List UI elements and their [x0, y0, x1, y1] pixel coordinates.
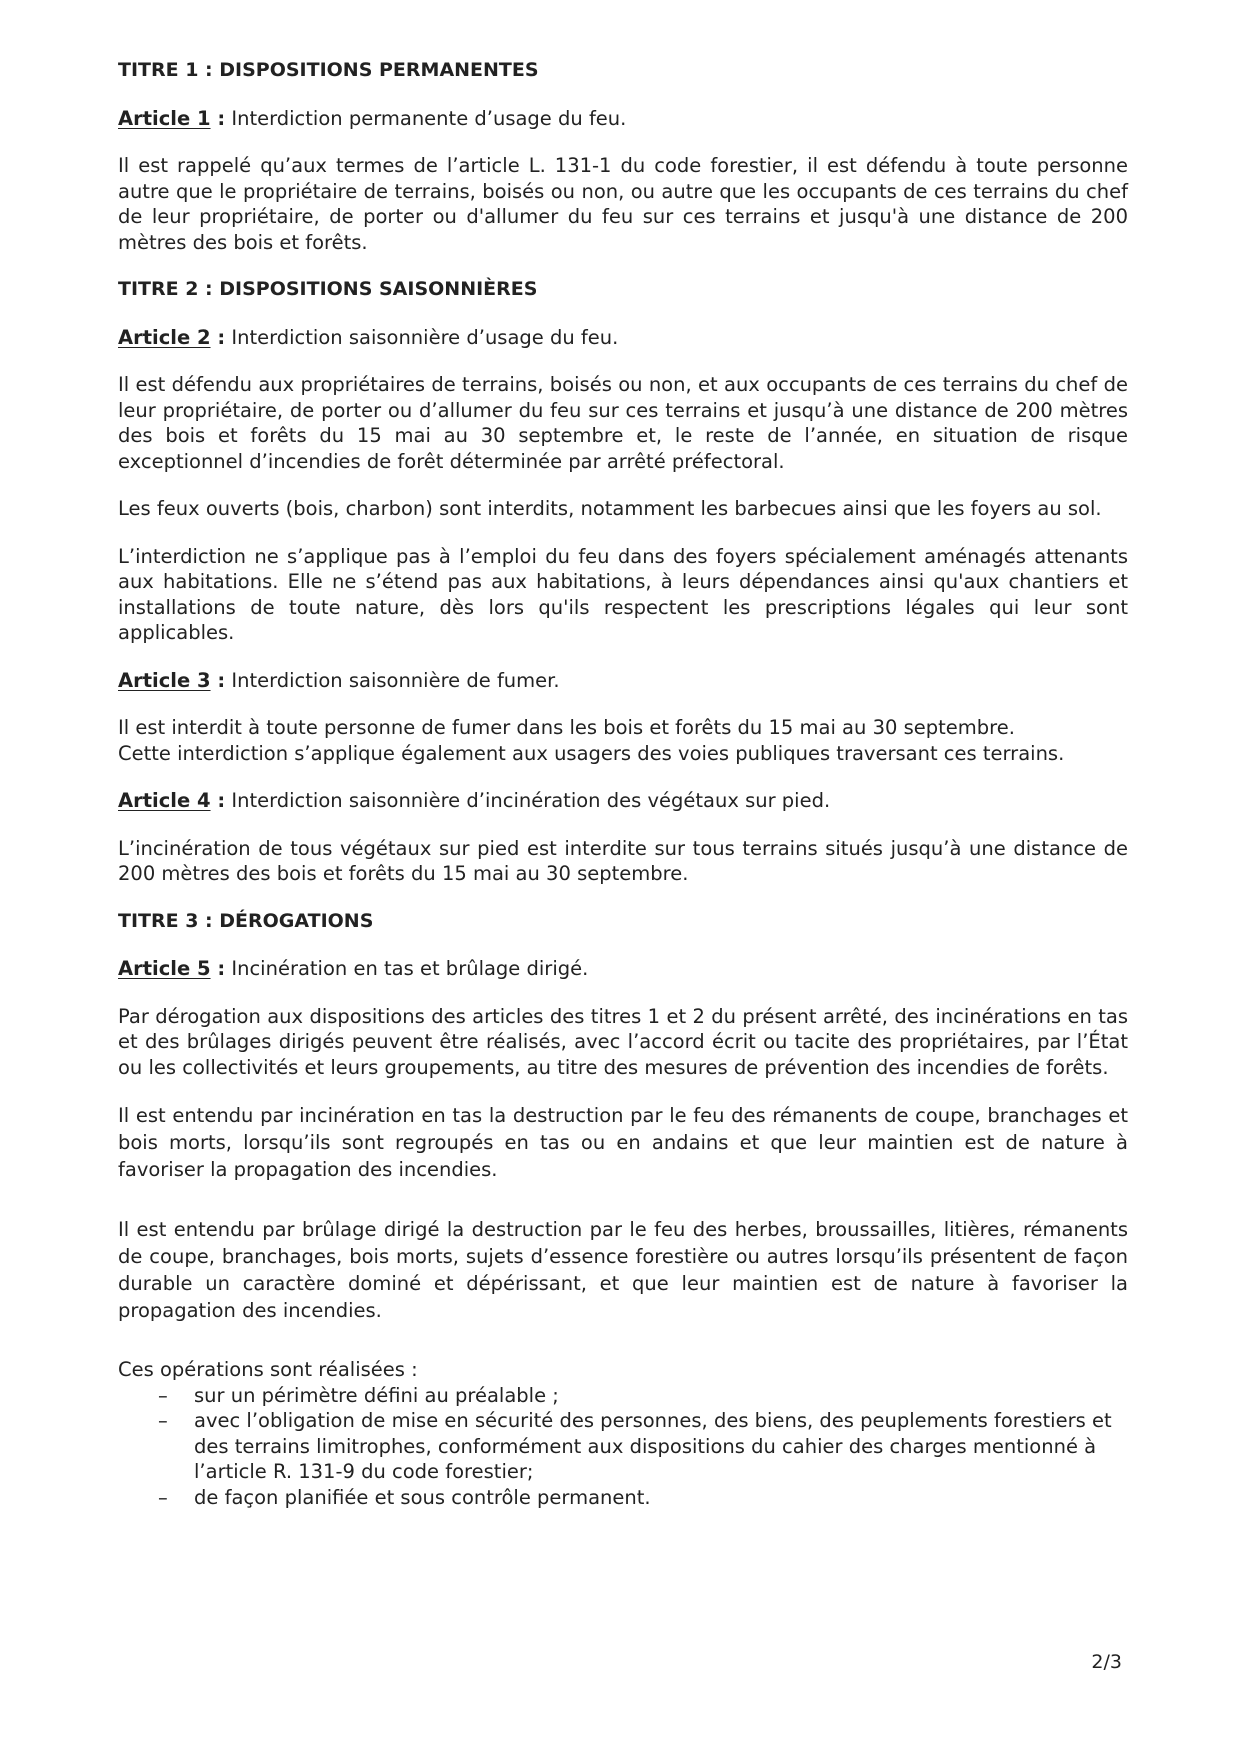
article-3-title: Interdiction saisonnière de fumer. [225, 668, 560, 692]
article-3-label: Article 3 [118, 668, 211, 692]
article-5-colon: : [210, 957, 226, 980]
list-dash: – [158, 1383, 168, 1407]
paragraph-spacer [118, 1346, 1128, 1357]
article-2-paragraph: Il est défendu aux propriétaires de terrains, boisés ou non, et aux occupants de ces terrains du chef de leur propriétaire, de porter ou d’allumer du feu sur ces terrains et jusqu’à une distance de 200 mètres des bois et forêts du 15 mai au 30 septembre et, le reste de l’année, en situation de risque exceptionnel d’incendies de forêt déterminée par arrêté préfectoral. [118, 373, 1128, 473]
list-item [158, 1485, 1128, 1511]
article-3-line: Il est interdit à toute personne de fumer dans les bois et forêts du 15 mai au 30 septembre. [118, 716, 1015, 739]
article-2-paragraph: Les feux ouverts (bois, charbon) sont interdits, notamment les barbecues ainsi que les foyers au sol. [118, 497, 1102, 520]
article-2-heading [118, 325, 1128, 351]
article-5-list-intro: Ces opérations sont réalisées : [118, 1358, 418, 1381]
article-5-paragraph: Par dérogation aux dispositions des articles des titres 1 et 2 du présent arrêté, des incinérations en tas et des brûlages dirigés peuvent être réalisés, avec l’accord écrit ou tacite des propriétaires, par l’État ou les collectivités et leurs groupements, au titre des mesures de prévention des incendies de forêts. [118, 1004, 1128, 1079]
article-5-operations-list [118, 1383, 1128, 1511]
titre-1-heading: TITRE 1 : DISPOSITIONS PERMANENTES [118, 59, 539, 81]
titre-2-heading: TITRE 2 : DISPOSITIONS SAISONNIÈRES [118, 278, 538, 300]
article-2-label: Article 2 [118, 325, 211, 349]
article-4-paragraph: L’incinération de tous végétaux sur pied est interdite sur tous terrains situés jusqu’à une distance de 200 mètres des bois et forêts du 15 mai au 30 septembre. [118, 836, 1128, 885]
list-dash: – [158, 1409, 168, 1432]
article-2-colon: : [210, 325, 226, 349]
article-2-title: Interdiction saisonnière d’usage du feu. [225, 325, 619, 349]
article-1-title: Interdiction permanente d’usage du feu. [225, 106, 627, 130]
list-item-text: avec l’obligation de mise en sécurité des personnes, des biens, des peuplements forestiers et des terrains limitrophes, conformément aux dispositions du cahier des charges mentionné à l’article R. 131-9 du code forestier; [194, 1409, 1112, 1483]
article-5-title: Incinération en tas et brûlage dirigé. [225, 957, 589, 980]
document-body [118, 58, 1128, 1510]
article-3-colon: : [210, 668, 226, 692]
article-1-heading [118, 106, 1128, 132]
article-3-line: Cette interdiction s’applique également aux usagers des voies publiques traversant ces terrains. [118, 741, 1065, 765]
article-5-heading [118, 956, 1128, 982]
article-1-label: Article 1 [118, 106, 211, 130]
paragraph-spacer [118, 1205, 1128, 1216]
list-dash: – [158, 1485, 168, 1509]
list-item-text: sur un périmètre défini au préalable ; [194, 1383, 559, 1407]
article-5-label: Article 5 [118, 957, 211, 980]
article-5-paragraph: Il est entendu par incinération en tas la destruction par le feu des rémanents de coupe, branchages et bois morts, lorsqu’ils sont regroupés en tas ou en andains et que leur maintien est de nature à favoriser la propagation des incendies. [118, 1104, 1128, 1181]
titre-3-heading: TITRE 3 : DÉROGATIONS [118, 909, 374, 932]
article-1-colon: : [210, 106, 226, 130]
article-2-paragraph: L’interdiction ne s’applique pas à l’emploi du feu dans des foyers spécialement aménagés attenants aux habitations. Elle ne s’étend pas aux habitations, à leurs dépendances ainsi qu'aux chantiers et installations de toute nature, dès lors qu'ils respectent les prescriptions légales qui leur sont applicables. [118, 544, 1128, 644]
list-item [158, 1383, 1128, 1409]
list-item [158, 1408, 1128, 1485]
article-4-label: Article 4 [118, 789, 211, 812]
article-5-paragraph: Il est entendu par brûlage dirigé la destruction par le feu des herbes, broussailles, litières, rémanents de coupe, branchages, bois morts, sujets d’essence forestière ou autres lorsqu’ils présentent de façon durable un caractère dominé et dépérissant, et que leur maintien est de nature à favoriser la propagation des incendies. [118, 1218, 1128, 1322]
article-4-colon: : [210, 789, 226, 812]
article-1-paragraph: Il est rappelé qu’aux termes de l’article L. 131-1 du code forestier, il est défendu à toute personne autre que le propriétaire de terrains, boisés ou non, ou autre que les occupants de ces terrains du chef de leur propriétaire, de porter ou d'allumer du feu sur ces terrains et jusqu'à une distance de 200 mètres des bois et forêts. [118, 154, 1128, 254]
article-3-heading [118, 668, 1128, 694]
page-number: 2/3 [1091, 1651, 1122, 1673]
article-4-heading [118, 788, 1128, 814]
list-item-text: de façon planifiée et sous contrôle permanent. [194, 1485, 651, 1509]
article-4-title: Interdiction saisonnière d’incinération des végétaux sur pied. [225, 789, 831, 812]
